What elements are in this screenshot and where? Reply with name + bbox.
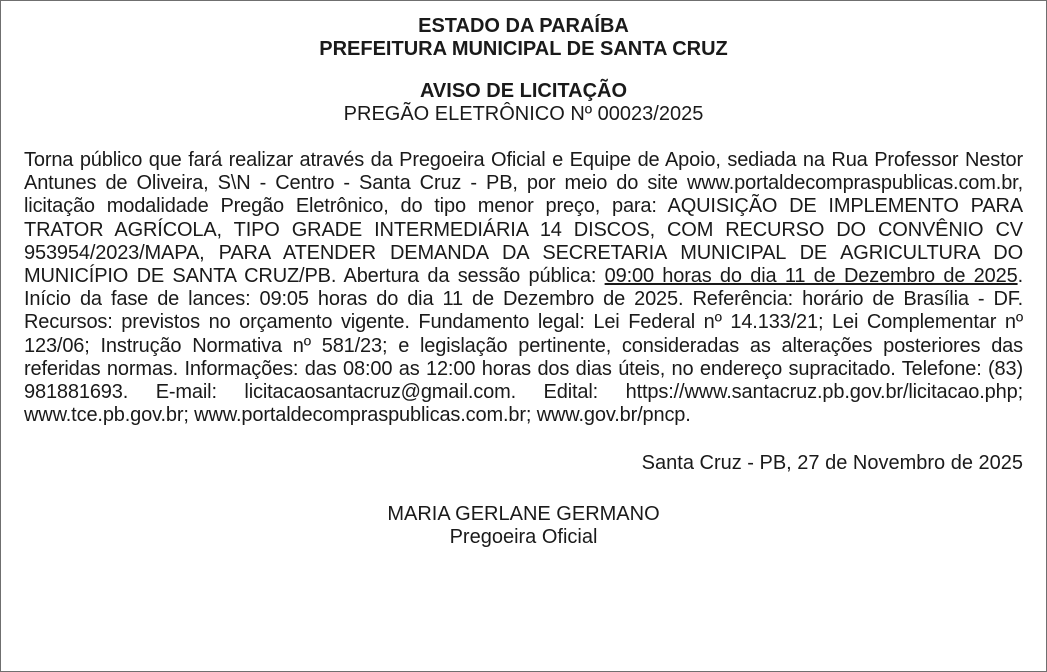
signature-block <box>24 503 1023 549</box>
signatory-name: MARIA GERLANE GERMANO <box>387 503 660 526</box>
place-and-date: Santa Cruz - PB, 27 de Novembro de 2025 <box>641 452 1023 475</box>
body-text-part1: Torna público que fará realizar através da Pregoeira Oficial e Equipe de Apoio, sediada na Rua Professor Nestor Antunes de Oliveira, S\N - Centro - Santa Cruz - PB, por meio do site www.portaldecompraspublicas.com.br, licitação modalidade Pregão Eletrônico, do tipo menor preço, para: AQUISIÇÃO DE IMPLEMENTO PARA TRATOR AGRÍCOLA, TIPO GRADE INTERMEDIÁRIA 14 DISCOS, COM RECURSO DO CONVÊNIO CV 953954/2023/MAPA, PARA ATENDER DEMANDA DA SECRETARIA MUNICIPAL DE AGRICULTURA DO MUNICÍPIO DE SANTA CRUZ/PB. Abertura da sessão pública: <box>24 149 1023 288</box>
municipality-name: PREFEITURA MUNICIPAL DE SANTA CRUZ <box>319 38 728 60</box>
notice-body <box>24 149 1023 427</box>
notice-heading <box>24 80 1023 126</box>
state-name: ESTADO DA PARAÍBA <box>418 15 629 37</box>
body-text-part2: . Início da fase de lances: 09:05 horas do dia 11 de Dezembro de 2025. Referência: horário de Brasília - DF. Recursos: previstos no orçamento vigente. Fundamento legal: Lei Federal nº 14.133/21; Lei Complementar nº 123/06; Instrução Normativa nº 581/23; e legislação pertinente, consideradas as alterações posteriores das referidas normas. Informações: das 08:00 as 12:00 horas dos dias úteis, no endereço supracitado. Telefone: (83) 981881693. E-mail: licitacaosantacruz@gmail.com. Edital: https://www.santacruz.pb.gov.br/licitacao.php; www.tce.pb.gov.br; www.portaldecompraspublicas.com.br; www.gov.br/pncp. <box>24 265 1023 427</box>
opening-time: 09:00 horas do dia 11 de Dezembro de 2025 <box>604 265 1018 288</box>
notice-subtitle: PREGÃO ELETRÔNICO Nº 00023/2025 <box>343 103 704 125</box>
document-header <box>24 15 1023 61</box>
signatory-role: Pregoeira Oficial <box>449 526 598 549</box>
notice-title: AVISO DE LICITAÇÃO <box>419 80 628 102</box>
